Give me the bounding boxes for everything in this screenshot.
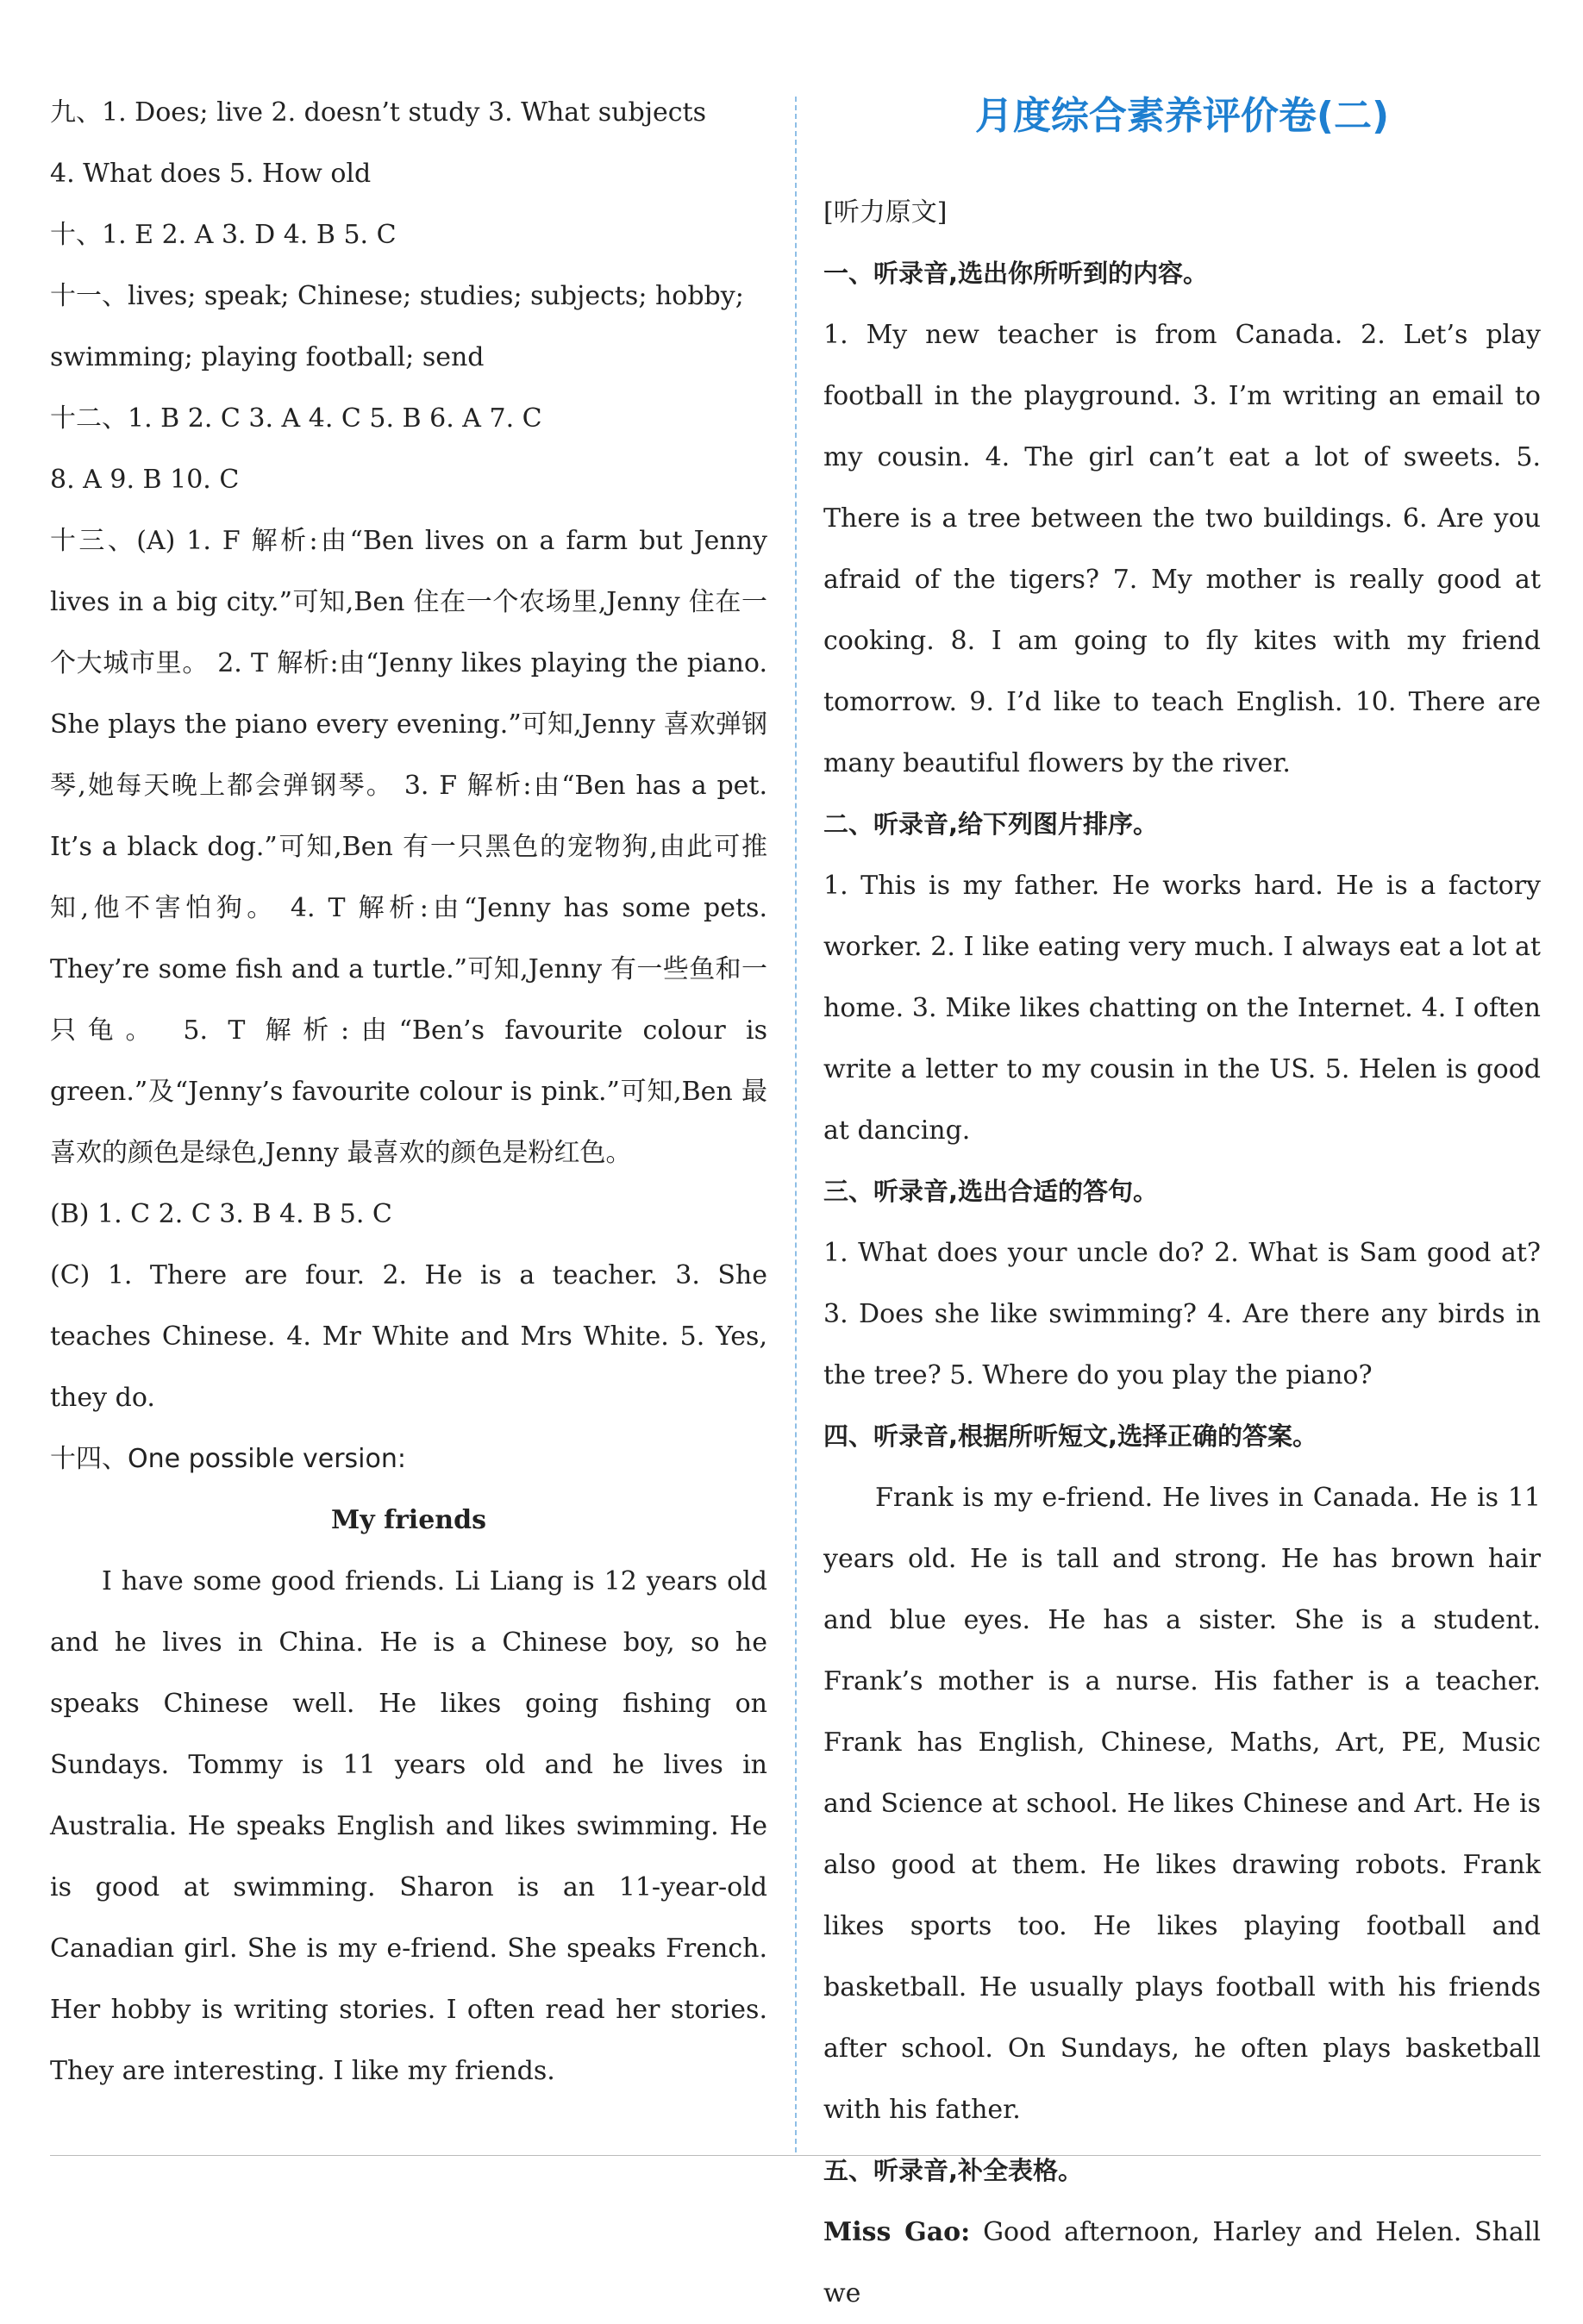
answer-line-12b: 8. A 9. B 10. C — [50, 465, 240, 495]
section-5-title: 五、听录音,补全表格。 — [823, 2156, 1084, 2185]
dialogue-line: Good afternoon, Harley and Helen. Shall we — [823, 2217, 1541, 2308]
answer-line-9: 九、1. Does; live 2. doesn’t study 3. What subjects — [50, 97, 707, 128]
script-label: [听力原文] — [823, 197, 948, 228]
answer-line-11: 十一、lives; speak; Chinese; studies; subjects; hobby; — [50, 281, 744, 311]
section-2-title: 二、听录音,给下列图片排序。 — [823, 809, 1159, 839]
section-4-title: 四、听录音,根据所听短文,选择正确的答案。 — [823, 1421, 1318, 1451]
essay-label: 十四、One possible version: — [50, 1444, 406, 1474]
section-3-title: 三、听录音,选出合适的答句。 — [823, 1177, 1159, 1206]
answer-13b: (B) 1. C 2. C 3. B 4. B 5. C — [50, 1199, 392, 1229]
section-1-body: 1. My new teacher is from Canada. 2. Let’s play football in the playground. 3. I’m writing an email to my cousin. 4. The girl can’t eat a lot of sweets. 5. There is a tree between the two buildings. 6. Are you afraid of the tigers? 7. My mother is really good at cooking. 8. I am going to fly kites with my friend tomorrow. 9. I’d like to teach English. 10. There are many beautiful flowers by the river. — [823, 320, 1541, 778]
answer-line-11b: swimming; playing football; send — [50, 342, 485, 372]
speaker-name: Miss Gao: — [823, 2217, 971, 2247]
left-column — [50, 82, 767, 2102]
essay-body: I have some good friends. Li Liang is 12 years old and he lives in China. He is a Chinese boy, so he speaks Chinese well. He likes going fishing on Sundays. Tommy is 11 years old and he lives in Australia. He speaks English and likes swimming. He is good at swimming. Sharon is an 11-year-old Canadian girl. She is my e-friend. She speaks French. Her hobby is writing stories. I often read her stories. They are interesting. I like my friends. — [50, 1566, 767, 2086]
section-3-body: 1. What does your uncle do? 2. What is Sam good at? 3. Does she like swimming? 4. Are there any birds in the tree? 5. Where do you play the piano? — [823, 1238, 1541, 1390]
section-4-body: Frank is my e-friend. He lives in Canada. He is 11 years old. He is tall and strong. He has brown hair and blue eyes. He has a sister. She is a student. Frank’s mother is a nurse. His father is a teacher. Frank has English, Chinese, Maths, Art, PE, Music and Science at school. He likes Chinese and Art. He is also good at them. He likes drawing robots. Frank likes sports too. He likes playing football and basketball. He usually plays football with his friends after school. On Sundays, he often plays basketball with his father. — [823, 1483, 1541, 2125]
answer-13a-explanations: 十三、(A) 1. F 解析:由“Ben lives on a farm but Jenny lives in a big city.”可知,Ben 住在一个农场里,Jenny 住在一个大城市里。 2. T 解析:由“Jenny likes playing the piano. She plays the piano every evening.”可知,Jenny 喜欢弹钢琴,她每天晚上都会弹钢琴。 3. F 解析:由“Ben has a pet. It’s a black dog.”可知,Ben 有一只黑色的宠物狗,由此可推知,他不害怕狗。 4. T 解析:由“Jenny has some pets. They’re some fish and a turtle.”可知,Jenny 有一些鱼和一只龟。 5. T 解析:由“Ben’s favourite colour is green.”及“Jenny’s favourite colour is pink.”可知,Ben 最喜欢的颜色是绿色,Jenny 最喜欢的颜色是粉红色。 — [50, 526, 767, 1168]
section-1-title: 一、听录音,选出你所听到的内容。 — [823, 259, 1209, 288]
section-2-body: 1. This is my father. He works hard. He is a factory worker. 2. I like eating very much. I always eat a lot at home. 3. Mike likes chatting on the Internet. 4. I often write a letter to my cousin in the US. 5. Helen is good at dancing. — [823, 871, 1541, 1146]
bottom-rule — [50, 2155, 1541, 2156]
essay-title: My friends — [331, 1505, 486, 1535]
answer-line-9b: 4. What does 5. How old — [50, 159, 372, 189]
right-column — [823, 82, 1541, 2324]
answer-line-10: 十、1. E 2. A 3. D 4. B 5. C — [50, 220, 397, 250]
answer-13c: (C) 1. There are four. 2. He is a teacher. 3. She teaches Chinese. 4. Mr White and Mrs White. 5. Yes, they do. — [50, 1260, 767, 1413]
answer-line-12: 十二、1. B 2. C 3. A 4. C 5. B 6. A 7. C — [50, 403, 542, 434]
column-divider — [795, 97, 797, 2152]
section-5-dialogue — [823, 2202, 1541, 2324]
page-title: 月度综合素养评价卷(二) — [974, 94, 1390, 138]
